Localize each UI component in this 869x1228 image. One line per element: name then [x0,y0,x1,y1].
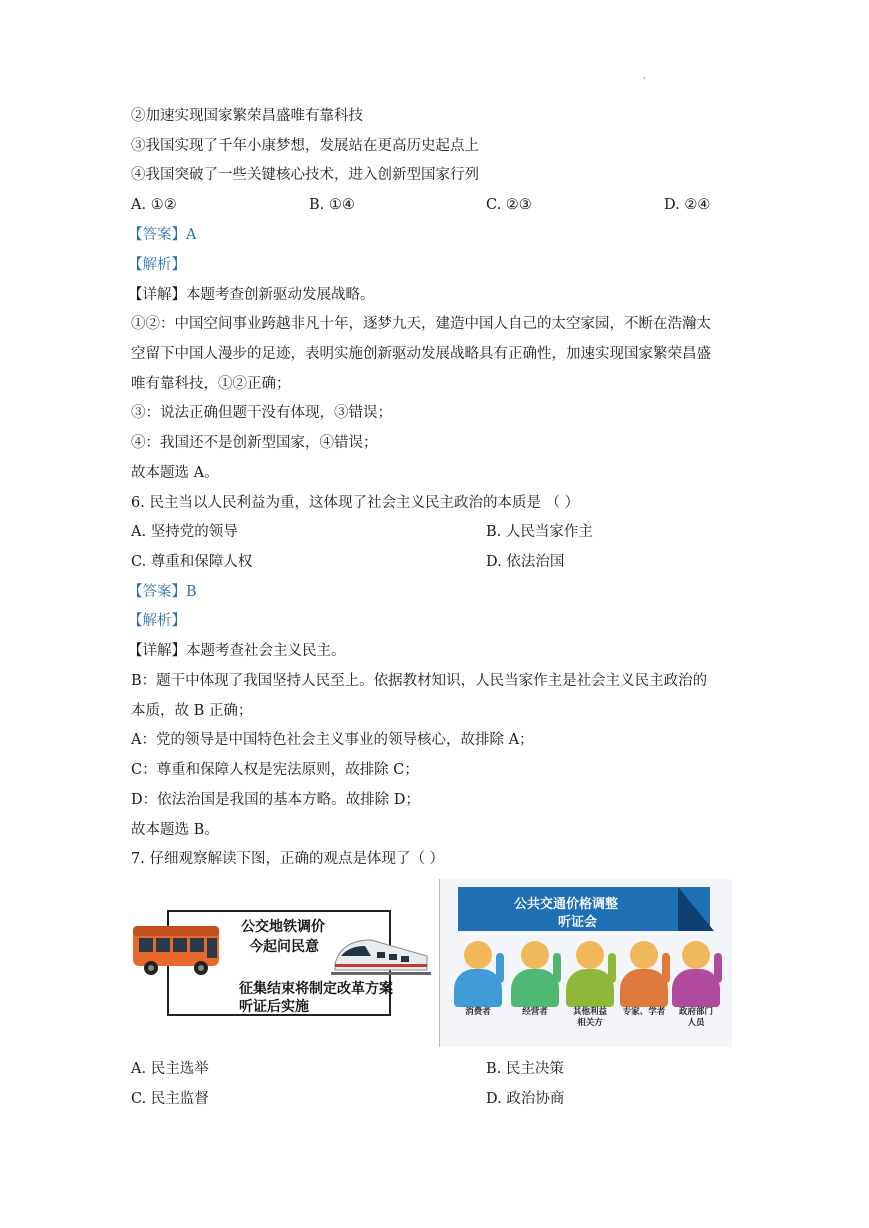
person-head [521,941,549,969]
q6-question: 6. 民主当以人民利益为重，这体现了社会主义民主政治的本质是 （ ） [131,495,580,511]
q5-statement-2: ②加速实现国家繁荣昌盛唯有靠科技 [131,108,363,124]
label-expert [614,1007,674,1018]
q6-option-d: D. 依法治国 [486,554,565,570]
person-head [464,941,492,969]
q5-detail: 【详解】本题考查创新驱动发展战略。 [128,287,375,303]
q6-explanation-3: C：尊重和保障人权是宪法原则，故排除 C； [131,762,419,778]
label-line: 消费者 [465,1007,491,1017]
raised-arm [608,953,616,983]
q5-conclusion: 故本题选 A。 [131,465,219,481]
q7-option-c: C. 民主监督 [131,1091,209,1107]
train-illustration [331,934,431,978]
q5-explanation-1c: 唯有靠科技，①②正确； [131,376,291,392]
notice-line-2: 今起问民意 [249,939,319,955]
q5-option-a: A. ①② [131,197,177,213]
person-expert [618,941,670,1013]
q5-option-b: B. ①④ [309,197,355,213]
bus-illustration [131,920,223,980]
q7-option-d: D. 政治协商 [486,1091,565,1107]
q6-option-a: A. 坚持党的领导 [131,524,238,540]
person-stakeholder [564,941,616,1013]
label-operator [505,1007,565,1018]
person-head [630,941,658,969]
hearing-banner [458,887,710,931]
raised-arm [662,953,670,983]
banner-flag-icon [678,887,714,931]
label-line: 其他利益 [572,1007,607,1017]
person-body [620,969,668,1007]
notice-line-4: 听证后实施 [239,999,309,1015]
figure-hearing [439,879,732,1047]
hearing-title-1: 公共交通价格调整 [514,897,619,912]
person-head [682,941,710,969]
q5-answer: 【答案】A [128,227,197,243]
q5-option-d: D. ②④ [664,197,711,213]
person-head [576,941,604,969]
q6-explanation-1b: 本质，故 B 正确； [131,703,253,719]
q7-option-b: B. 民主决策 [486,1061,564,1077]
notice-line-3: 征集结束将制定改革方案 [239,981,393,997]
raised-arm [714,953,722,983]
q5-analysis-heading: 【解析】 [128,257,186,273]
person-government [670,941,722,1013]
q6-option-b: B. 人民当家作主 [486,524,593,540]
q6-answer: 【答案】B [128,584,197,600]
q5-statement-3: ③我国实现了千年小康梦想，发展站在更高历史起点上 [131,138,479,154]
q7-option-a: A. 民主选举 [131,1061,209,1077]
notice-line-1: 公交地铁调价 [241,919,325,935]
raised-arm [553,953,561,983]
label-line: 专家、学者 [622,1007,666,1017]
label-line: 政府部门 [678,1007,713,1017]
q6-conclusion: 故本题选 B。 [131,822,219,838]
q5-explanation-2: ③：说法正确但题干没有体现，③错误； [131,405,392,421]
q6-detail: 【详解】本题考查社会主义民主。 [128,643,346,659]
person-body [566,969,614,1007]
q6-option-c: C. 尊重和保障人权 [131,554,253,570]
label-line: 人员 [687,1018,705,1028]
label-line: 经营者 [522,1007,548,1017]
person-body [454,969,502,1007]
q5-statement-4: ④我国突破了一些关键核心技术，进入创新型国家行列 [131,167,479,183]
q5-explanation-1a: ①②：中国空间事业跨越非凡十年，逐梦九天，建造中国人自己的太空家园，不断在浩瀚太 [131,316,711,332]
person-consumer [452,941,504,1013]
q5-explanation-3: ④：我国还不是创新型国家，④错误； [131,435,378,451]
hearing-title-2: 听证会 [558,915,598,930]
label-consumer [448,1007,508,1018]
raised-arm [496,953,504,983]
q5-explanation-1b: 空留下中国人漫步的足迹，表明实施创新驱动发展战略具有正确性，加速实现国家繁荣昌盛 [131,346,711,362]
label-government [666,1007,726,1029]
q5-option-c: C. ②③ [486,197,532,213]
q6-explanation-4: D：依法治国是我国的基本方略。故排除 D； [131,792,420,808]
person-body [672,969,720,1007]
page-mark: · [643,74,646,84]
q6-explanation-2: A：党的领导是中国特色社会主义事业的领导核心，故排除 A； [131,732,534,748]
label-line: 相关方 [577,1018,603,1028]
q6-analysis-heading: 【解析】 [128,613,186,629]
person-operator [509,941,561,1013]
person-body [511,969,559,1007]
q6-explanation-1a: B：题干中体现了我国坚持人民至上。依据教材知识，人民当家作主是社会主义民主政治的 [131,673,708,689]
figure-poll-notice [131,898,431,1020]
label-stakeholder [560,1007,620,1029]
q7-question: 7. 仔细观察解读下图，正确的观点是体现了（ ） [131,851,445,867]
